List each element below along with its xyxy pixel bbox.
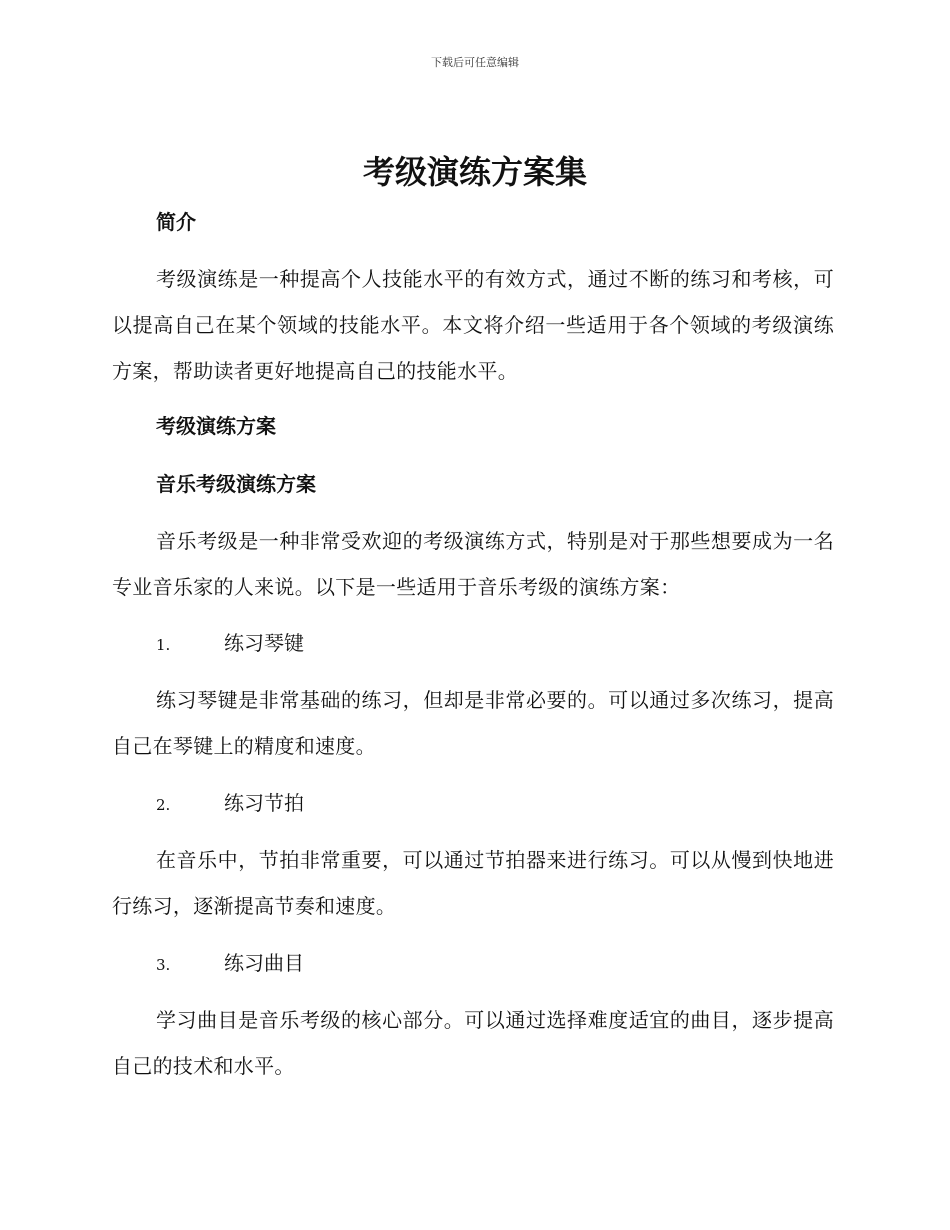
- header-note: 下载后可任意编辑: [431, 56, 519, 69]
- section-heading-intro: 简介: [156, 210, 196, 234]
- list-number: 2.: [156, 796, 171, 814]
- list-label: 练习琴键: [224, 631, 304, 655]
- paragraph-intro: 考级演练是一种提高个人技能水平的有效方式，通过不断的练习和考核，可以提高自己在某个领域的技能水平。本文将介绍一些适用于各个领域的考级演练方案，帮助读者更好地提高自己的技能水平。: [112, 267, 834, 383]
- list-item-3: [156, 949, 304, 979]
- list-number: 1.: [156, 636, 171, 654]
- list-item-1: [156, 629, 304, 659]
- list-label: 练习曲目: [224, 951, 304, 975]
- paragraph-item-2: 在音乐中，节拍非常重要，可以通过节拍器来进行练习。可以从慢到快地进行练习，逐渐提高节奏和速度。: [112, 848, 834, 918]
- list-item-2: [156, 789, 304, 819]
- section-heading-music: 音乐考级演练方案: [156, 472, 316, 496]
- paragraph-item-1: 练习琴键是非常基础的练习，但却是非常必要的。可以通过多次练习，提高自己在琴键上的精度和速度。: [112, 688, 834, 758]
- document-title: 考级演练方案集: [362, 153, 587, 191]
- paragraph-item-3: 学习曲目是音乐考级的核心部分。可以通过选择难度适宜的曲目，逐步提高自己的技术和水平。: [112, 1008, 834, 1078]
- list-number: 3.: [156, 956, 171, 974]
- list-label: 练习节拍: [224, 791, 304, 815]
- section-heading-plans: 考级演练方案: [156, 414, 276, 438]
- paragraph-music-intro: 音乐考级是一种非常受欢迎的考级演练方式，特别是对于那些想要成为一名专业音乐家的人来说。以下是一些适用于音乐考级的演练方案：: [112, 529, 834, 599]
